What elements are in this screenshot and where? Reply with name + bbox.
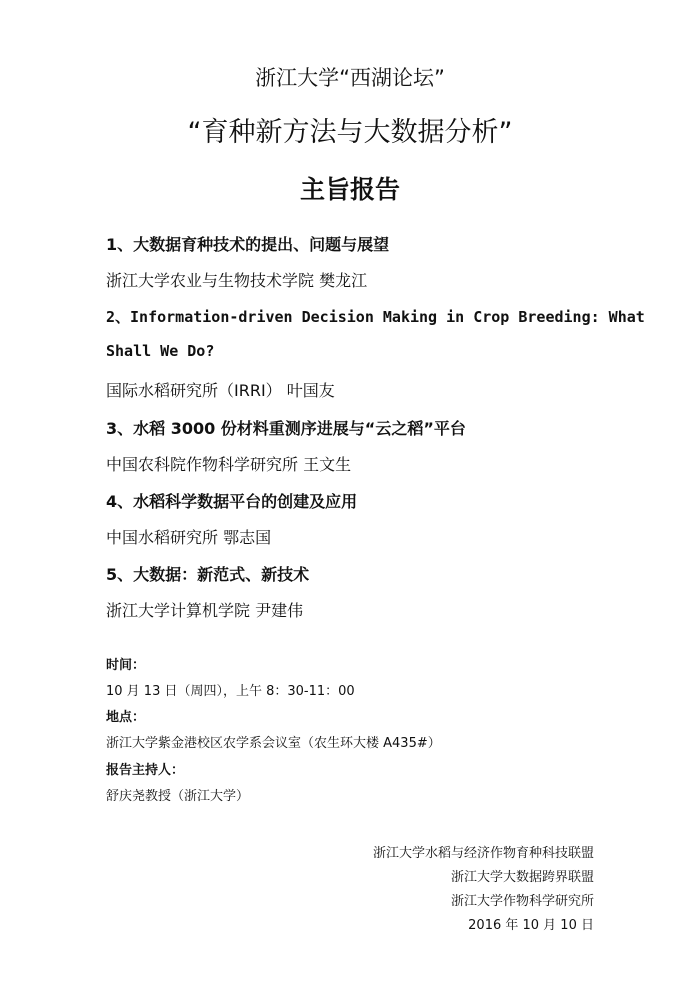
place-label: 地点：: [106, 710, 146, 725]
organizer-2: 浙江大学大数据跨界联盟: [450, 870, 594, 885]
talk-4-speaker: 中国水稻研究所 鄂志国: [106, 528, 272, 547]
talk-4-title: 4、水稻科学数据平台的创建及应用: [106, 492, 358, 511]
time-value: 10 月 13 日（周四），上午 8：30-11：00: [106, 684, 355, 699]
host-value: 舒庆尧教授（浙江大学）: [106, 789, 250, 804]
talk-3-speaker: 中国农科院作物科学研究所 王文生: [106, 455, 352, 474]
issue-date: 2016 年 10 月 10 日: [468, 918, 594, 933]
organizer-1: 浙江大学水稻与经济作物育种科技联盟: [372, 846, 594, 861]
place-value: 浙江大学紫金港校区农学系会议室（农生环大楼 A435#）: [106, 736, 441, 751]
talk-2-speaker: 国际水稻研究所（IRRI） 叶国友: [106, 381, 335, 400]
organizer-3: 浙江大学作物科学研究所: [450, 894, 594, 909]
talk-2-title-line1: 2、Information-driven Decision Making in Crop Breeding: What: [106, 308, 645, 326]
host-label: 报告主持人：: [106, 763, 185, 778]
talk-2-title-line2: Shall We Do?: [106, 342, 215, 360]
talk-1-title: 1、大数据育种技术的提出、问题与展望: [106, 235, 390, 254]
talk-3-title: 3、水稻 3000 份材料重测序进展与“云之稻”平台: [106, 419, 466, 438]
time-label: 时间：: [106, 658, 146, 673]
talk-5-title: 5、大数据：新范式、新技术: [106, 565, 310, 584]
section-title: 主旨报告: [299, 175, 400, 204]
forum-title: 浙江大学“西湖论坛”: [255, 66, 445, 90]
talk-1-speaker: 浙江大学农业与生物技术学院 樊龙江: [106, 271, 368, 290]
talk-5-speaker: 浙江大学计算机学院 尹建伟: [106, 601, 304, 620]
forum-theme: “育种新方法与大数据分析”: [187, 117, 513, 148]
